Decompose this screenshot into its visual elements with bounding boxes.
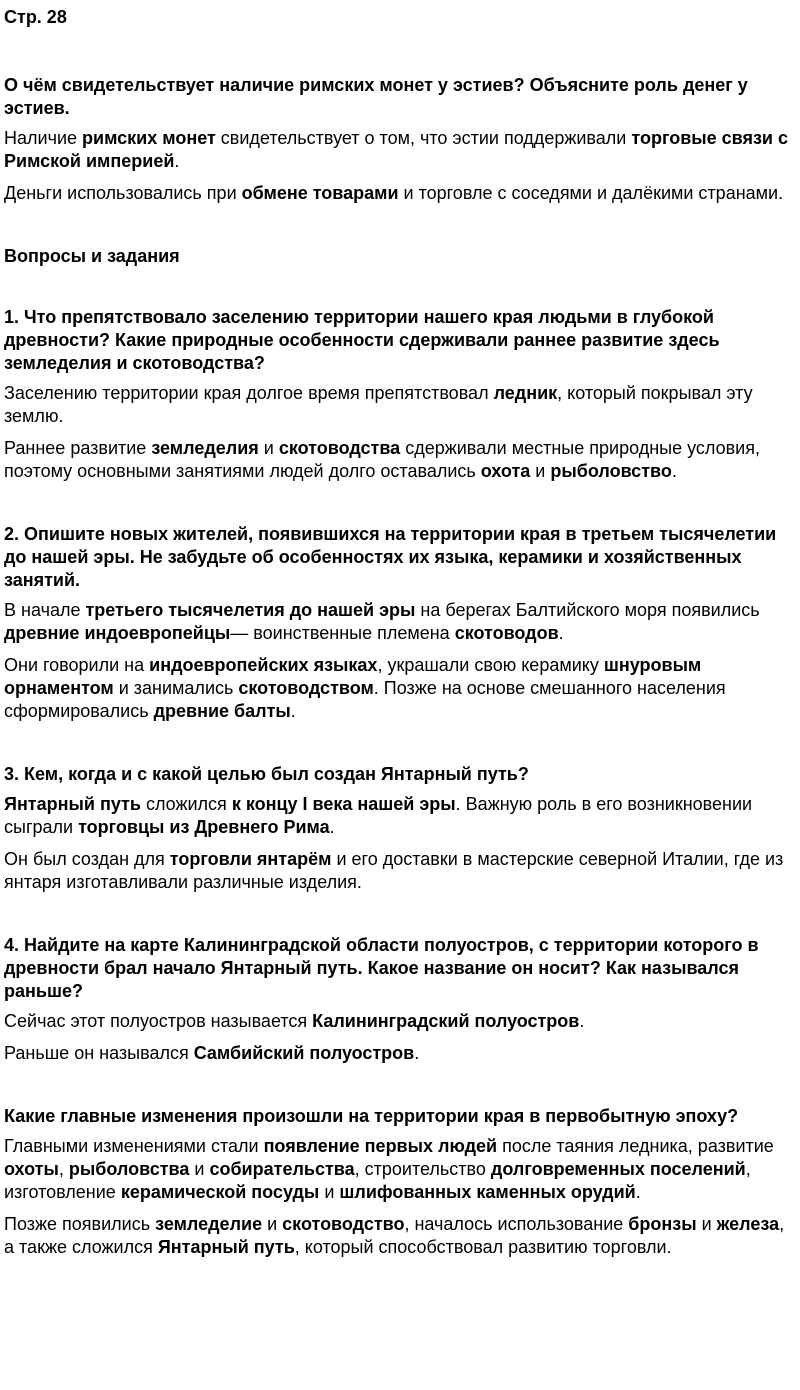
- key-term: скотоводов: [454, 623, 559, 643]
- key-term: бронзы: [628, 1214, 697, 1234]
- question-section: [4, 245, 796, 268]
- answer-text: .: [558, 623, 564, 643]
- answer-text: , изготовление: [4, 1159, 751, 1202]
- answer-text: Деньги использовались при: [4, 183, 242, 203]
- answer-text: и: [258, 438, 279, 458]
- section-spacer: [4, 214, 796, 245]
- key-term: торговцы из Древнего Рима: [78, 817, 330, 837]
- question-heading: 1. Что препятствовало заселению территории нашего края людьми в глубокой древности? Какие природные особенности сдерживали раннее развитие здесь земледелия и скотоводства?: [4, 307, 720, 373]
- key-term: скотоводства: [278, 438, 401, 458]
- answer-text: и: [696, 1214, 717, 1234]
- key-term: древние индоевропейцы: [4, 623, 231, 643]
- key-term: керамической посуды: [120, 1182, 320, 1202]
- question-heading: О чём свидетельствует наличие римских монет у эстиев? Объясните роль денег у эстиев.: [4, 75, 748, 118]
- question-heading: Вопросы и задания: [4, 246, 180, 266]
- answer-text: и: [530, 461, 551, 481]
- section-spacer: [4, 492, 796, 523]
- answer-text: Наличие: [4, 128, 83, 148]
- key-term: Янтарный путь: [4, 794, 141, 814]
- answer-paragraph: [4, 793, 796, 839]
- answer-text: .: [579, 1011, 585, 1031]
- answer-paragraph: [4, 1010, 796, 1033]
- question-section: [4, 523, 796, 723]
- answer-text: , началось использование: [404, 1214, 629, 1234]
- answer-text: .: [635, 1182, 641, 1202]
- key-term: охота: [480, 461, 531, 481]
- answer-text: Позже появились: [4, 1214, 156, 1234]
- key-term: собирательства: [209, 1159, 355, 1179]
- key-term: охоты: [4, 1159, 59, 1179]
- answer-text: и: [189, 1159, 210, 1179]
- question-section: [4, 1105, 796, 1259]
- key-term: индоевропейских языках: [149, 655, 378, 675]
- key-term: шнуровым орнаментом: [4, 655, 702, 698]
- key-term: Янтарный путь: [157, 1237, 295, 1257]
- section-spacer: [4, 732, 796, 763]
- answer-text: и: [262, 1214, 283, 1234]
- key-term: древние балты: [153, 701, 291, 721]
- answer-text: Главными изменениями стали: [4, 1136, 264, 1156]
- key-term: земледелие: [155, 1214, 263, 1234]
- answer-text: и: [319, 1182, 340, 1202]
- answer-text: Раннее развитие: [4, 438, 152, 458]
- answer-text: сложился: [140, 794, 232, 814]
- answer-text: сдерживали местные природные условия, поэтому основными занятиями людей долго оставались: [4, 438, 760, 481]
- key-term: шлифованных каменных орудий: [339, 1182, 636, 1202]
- answer-paragraph: [4, 182, 796, 205]
- answer-paragraph: [4, 437, 796, 483]
- key-term: рыболовства: [68, 1159, 190, 1179]
- document-body: [4, 74, 796, 1259]
- answer-text: и его доставки в мастерские северной Италии, где из янтаря изготавливали различные изделия.: [4, 849, 784, 892]
- answer-text: , а также сложился: [4, 1214, 785, 1257]
- key-term: скотоводство: [282, 1214, 405, 1234]
- answer-text: , который способствовал развитию торговли.: [294, 1237, 672, 1257]
- question-section: [4, 74, 796, 205]
- key-term: скотоводством: [238, 678, 374, 698]
- answer-paragraph: [4, 654, 796, 723]
- answer-text: .: [174, 151, 180, 171]
- key-term: появление первых людей: [263, 1136, 498, 1156]
- answer-text: .: [671, 461, 677, 481]
- answer-text: , который покрывал эту землю.: [4, 383, 753, 426]
- answer-text: Сейчас этот полуостров называется: [4, 1011, 313, 1031]
- answer-text: В начале: [4, 600, 86, 620]
- key-term: римских монет: [82, 128, 216, 148]
- answer-text: свидетельствует о том, что эстии поддерживали: [215, 128, 632, 148]
- answer-paragraph: [4, 1042, 796, 1065]
- page-number: Стр. 28: [4, 7, 67, 27]
- answer-text: Раньше он назывался: [4, 1043, 194, 1063]
- answer-text: . Важную роль в его возникновении сыграли: [4, 794, 753, 837]
- answer-text: .: [290, 701, 296, 721]
- key-term: Калининградский полуостров: [312, 1011, 580, 1031]
- answer-text: — воинственные племена: [230, 623, 455, 643]
- key-term: железа: [716, 1214, 780, 1234]
- answer-paragraph: [4, 848, 796, 894]
- answer-text: Они говорили на: [4, 655, 150, 675]
- question-heading: 4. Найдите на карте Калининградской области полуостров, с территории которого в древности брал начало Янтарный путь. Какое название он носит? Как назывался раньше?: [4, 935, 759, 1001]
- answer-text: ,: [58, 1159, 69, 1179]
- key-term: рыболовство: [550, 461, 672, 481]
- key-term: к концу I века нашей эры: [231, 794, 456, 814]
- question-heading: 2. Опишите новых жителей, появившихся на территории края в третьем тысячелетии до нашей эры. Не забудьте об особенностях их языка, керамики и хозяйственных занятий.: [4, 524, 777, 590]
- answer-text: .: [329, 817, 335, 837]
- answer-text: после таяния ледника, развитие: [497, 1136, 774, 1156]
- section-spacer: [4, 1074, 796, 1105]
- answer-paragraph: [4, 1135, 796, 1204]
- question-section: [4, 306, 796, 483]
- answer-text: .: [414, 1043, 420, 1063]
- key-term: долговременных поселений: [490, 1159, 746, 1179]
- question-heading: Какие главные изменения произошли на территории края в первобытную эпоху?: [4, 1106, 739, 1126]
- answer-text: и торговле с соседями и далёкими странами.: [398, 183, 784, 203]
- answer-text: и занимались: [113, 678, 239, 698]
- answer-text: . Позже на основе смешанного населения сформировались: [4, 678, 726, 721]
- question-heading: 3. Кем, когда и с какой целью был создан Янтарный путь?: [4, 764, 529, 784]
- answer-paragraph: [4, 599, 796, 645]
- answer-paragraph: [4, 1213, 796, 1259]
- answer-text: , украшали свою керамику: [377, 655, 604, 675]
- key-term: ледник: [493, 383, 558, 403]
- answer-paragraph: [4, 127, 796, 173]
- section-spacer: [4, 903, 796, 934]
- answer-paragraph: [4, 382, 796, 428]
- answer-text: Заселению территории края долгое время препятствовал: [4, 383, 494, 403]
- answer-text: , строительство: [354, 1159, 491, 1179]
- key-term: торговли янтарём: [169, 849, 332, 869]
- key-term: Самбийский полуостров: [193, 1043, 415, 1063]
- key-term: торговые связи с Римской империей: [4, 128, 789, 171]
- key-term: земледелия: [151, 438, 259, 458]
- key-term: третьего тысячелетия до нашей эры: [85, 600, 416, 620]
- answer-text: Он был создан для: [4, 849, 170, 869]
- key-term: обмене товарами: [241, 183, 399, 203]
- question-section: [4, 934, 796, 1065]
- question-section: [4, 763, 796, 894]
- answer-text: на берегах Балтийского моря появились: [415, 600, 760, 620]
- section-spacer: [4, 275, 796, 306]
